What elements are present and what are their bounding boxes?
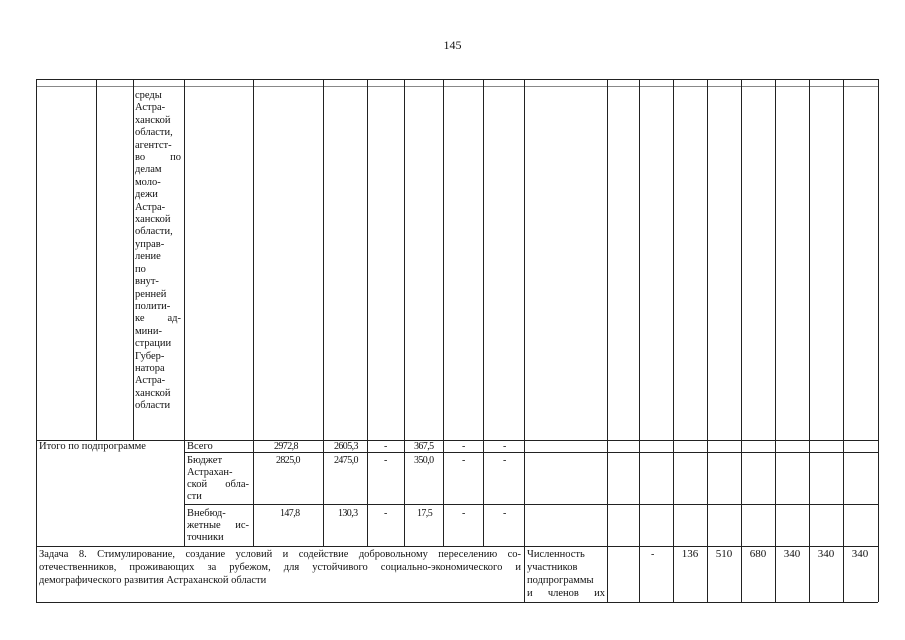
col-line xyxy=(843,79,844,602)
value-cell: 2605,3 xyxy=(334,441,358,452)
value-cell: - xyxy=(384,441,388,452)
indicator-line: и членов их xyxy=(527,588,605,599)
task-text-line: демографического развития Астраханской области xyxy=(39,575,267,586)
col-line xyxy=(404,79,405,546)
value-cell: 2825,0 xyxy=(276,455,300,466)
row-line xyxy=(184,504,878,505)
col-line xyxy=(524,79,525,602)
value-cell: 2972,8 xyxy=(274,441,298,452)
task-value: 340 xyxy=(783,548,801,560)
page-number: 145 xyxy=(443,38,462,52)
subtotal-label: Итого по подпрограмме xyxy=(39,441,146,452)
source-label: точники xyxy=(187,532,224,543)
col-line xyxy=(323,79,324,546)
value-cell: - xyxy=(503,441,507,452)
table-bottom-border xyxy=(36,602,878,603)
task-value: - xyxy=(651,549,655,560)
task-value: 510 xyxy=(715,548,733,560)
col-line xyxy=(184,79,185,546)
task-value: 340 xyxy=(851,548,869,560)
value-cell: 130,3 xyxy=(338,508,358,519)
source-label: сти xyxy=(187,491,202,502)
table-left-border xyxy=(36,79,37,602)
table-right-border xyxy=(878,79,879,602)
table-top-border xyxy=(36,79,878,80)
task-text-line: Задача 8. Стимулирование, создание условий и содействие добровольному переселению со- xyxy=(39,549,521,560)
value-cell: 2475,0 xyxy=(334,455,358,466)
source-label: Астрахан- xyxy=(187,467,233,478)
col-line xyxy=(253,79,254,546)
row-line xyxy=(36,86,878,87)
task-text-line: отечественников, проживающих за рубежом, для устойчивого социально-экономического и xyxy=(39,562,521,573)
task-value: 136 xyxy=(681,548,699,560)
row-line xyxy=(36,440,878,441)
indicator-line: Численность xyxy=(527,549,585,560)
col-line xyxy=(809,79,810,602)
indicator-line: подпрограммы xyxy=(527,575,594,586)
value-cell: 367,5 xyxy=(414,441,434,452)
source-label: Бюджет xyxy=(187,455,223,466)
value-cell: - xyxy=(462,508,466,519)
task-value: 340 xyxy=(817,548,835,560)
value-cell: - xyxy=(462,455,466,466)
col-line xyxy=(775,79,776,602)
value-cell: - xyxy=(462,441,466,452)
col-line xyxy=(367,79,368,546)
col-line xyxy=(483,79,484,546)
col-line xyxy=(741,79,742,602)
source-label: ской обла- xyxy=(187,479,249,490)
col-line xyxy=(96,79,97,440)
row-line xyxy=(36,546,878,547)
col-line xyxy=(133,79,134,440)
col-line xyxy=(443,79,444,546)
value-cell: 17,5 xyxy=(417,508,433,519)
source-label: Внебюд- xyxy=(187,508,226,519)
value-cell: - xyxy=(384,508,388,519)
col-line xyxy=(639,79,640,602)
value-cell: - xyxy=(503,455,507,466)
col-line xyxy=(607,79,608,602)
executor-cell: среды Астра- ханской области, агентст- во по делам моло- дежи Астра- ханской области, управ- ление по внут- ренней полити- ке ад- мини- страции Губер- натора Астра- ханской области xyxy=(135,90,181,412)
value-cell: - xyxy=(384,455,388,466)
value-cell: 147,8 xyxy=(280,508,300,519)
task-value: 680 xyxy=(749,548,767,560)
value-cell: - xyxy=(503,508,507,519)
source-label: жетные ис- xyxy=(187,520,249,531)
col-line xyxy=(707,79,708,602)
value-cell: 350,0 xyxy=(414,455,434,466)
indicator-line: участников xyxy=(527,562,578,573)
source-label: Всего xyxy=(187,441,213,452)
col-line xyxy=(673,79,674,602)
